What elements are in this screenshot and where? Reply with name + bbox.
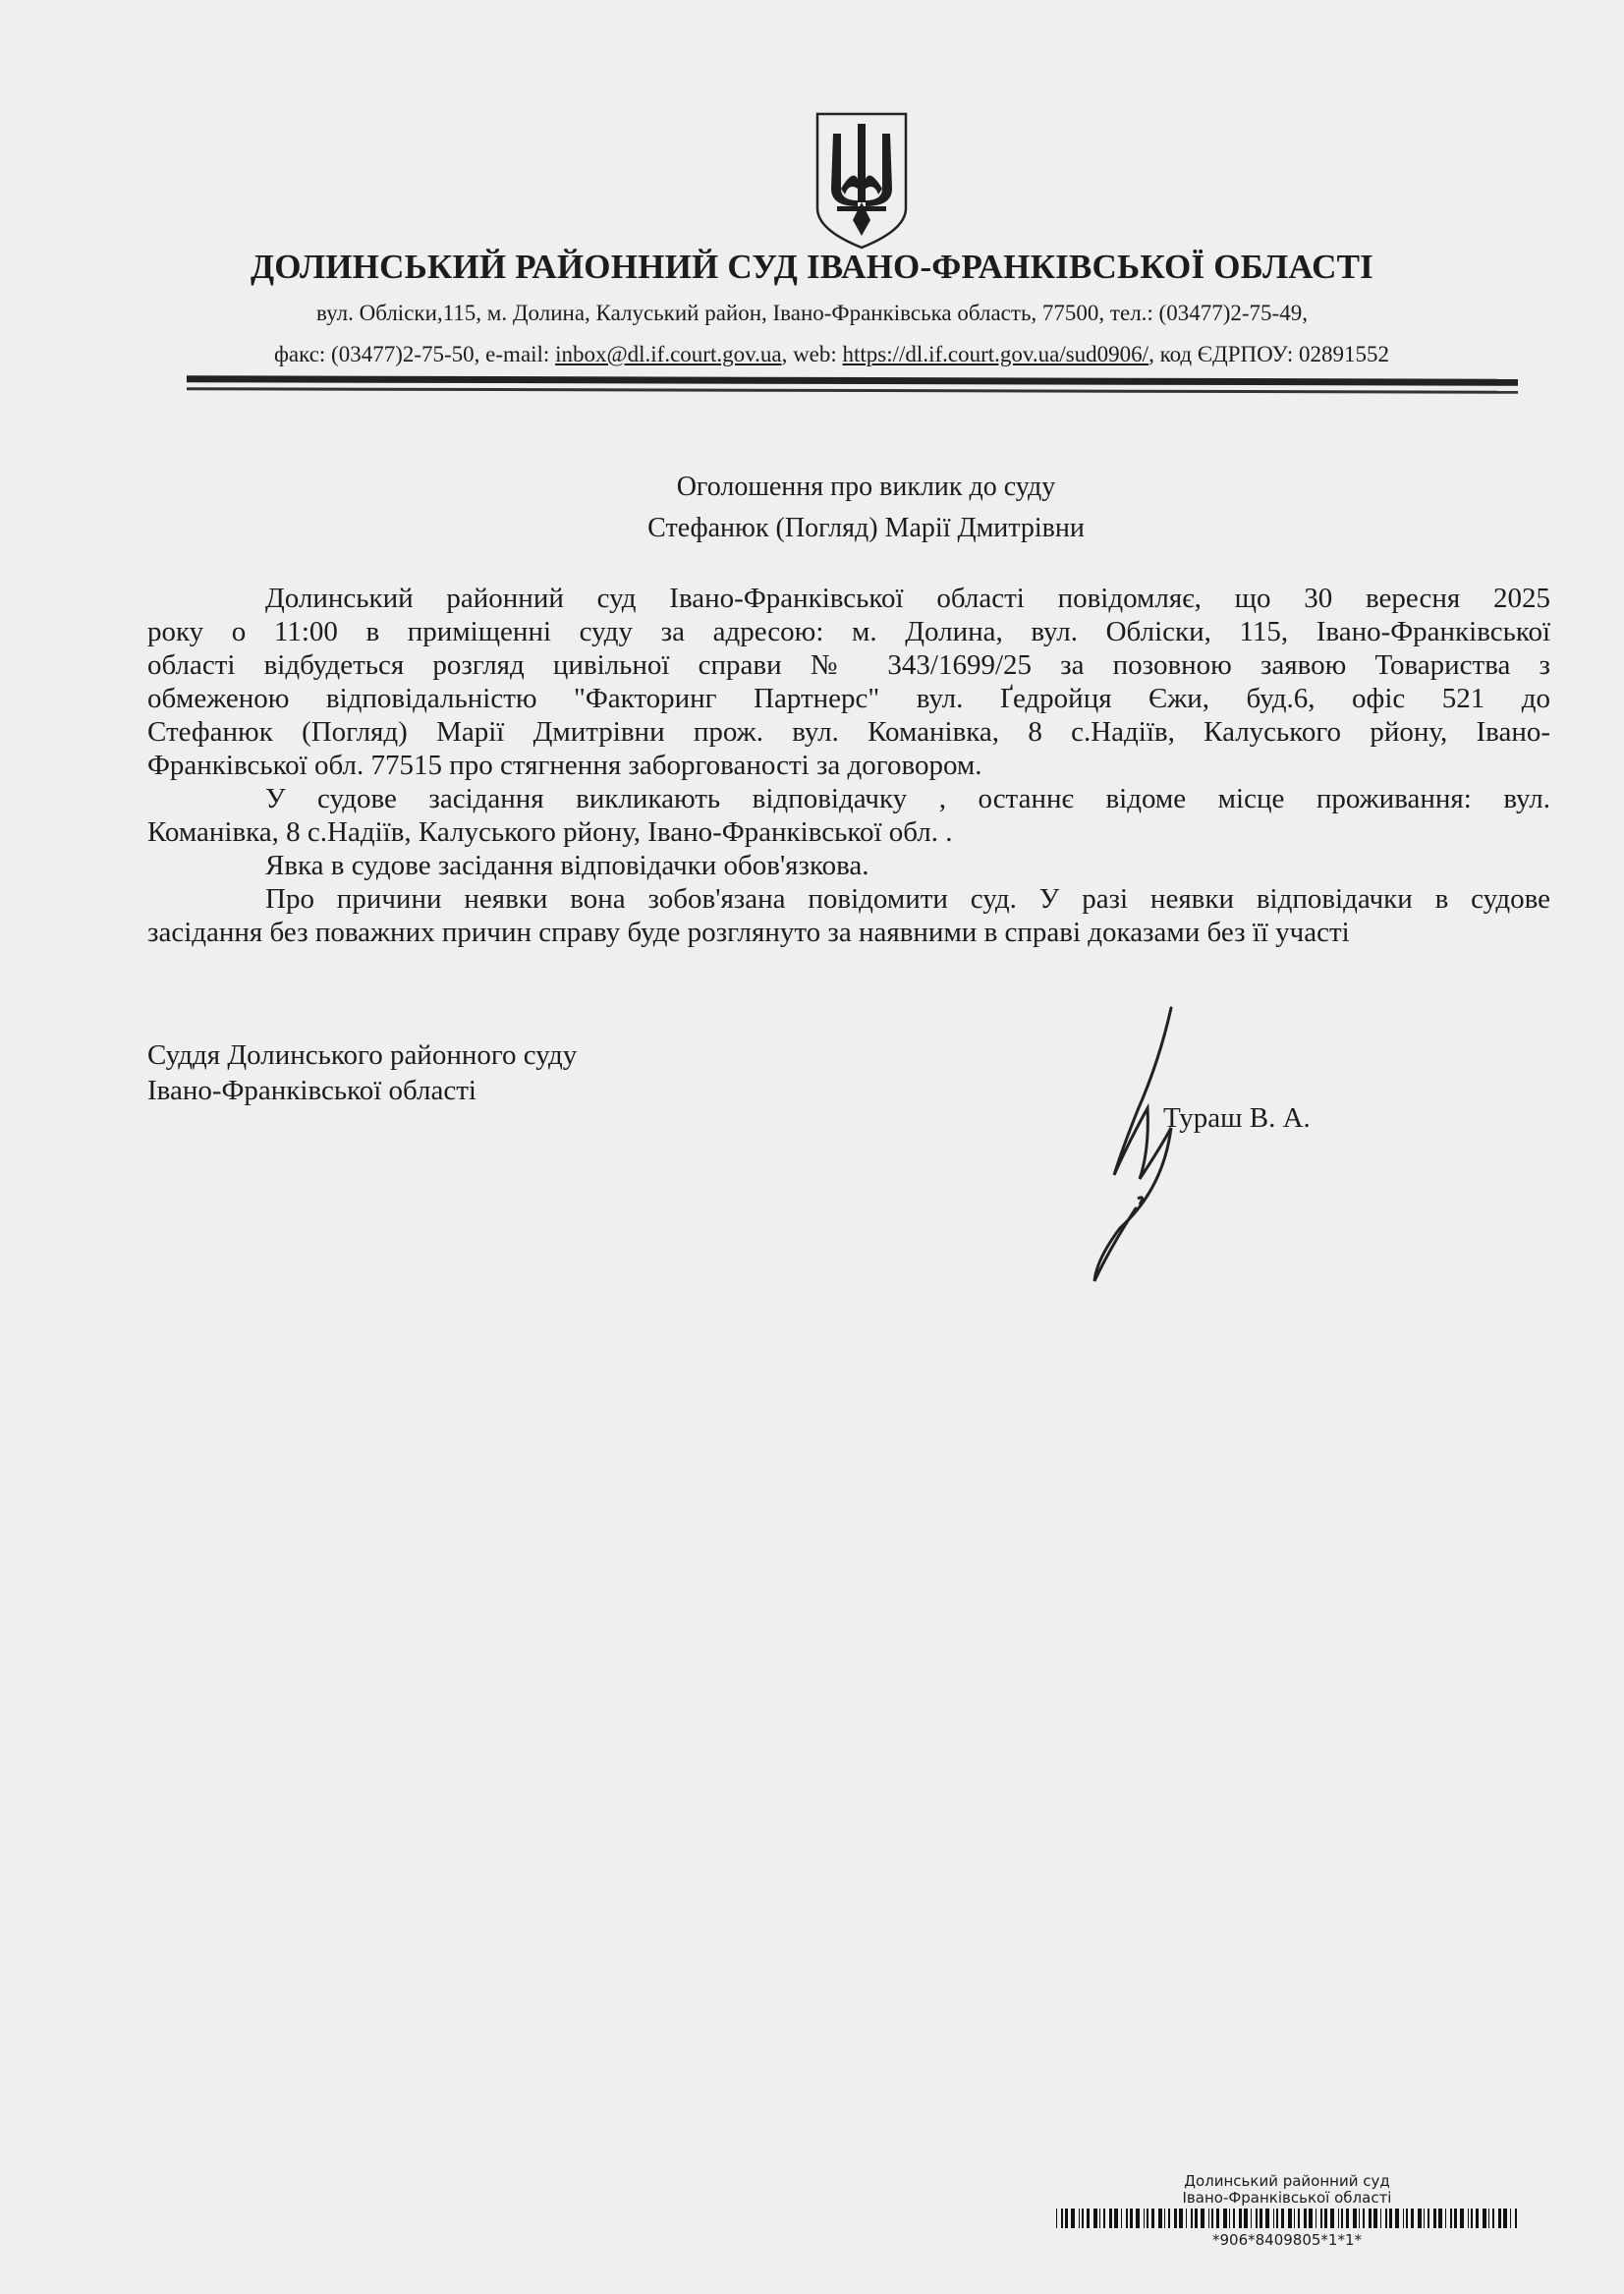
barcode bbox=[1056, 2209, 1518, 2228]
barcode-bar bbox=[1168, 2209, 1170, 2228]
barcode-bar bbox=[1503, 2209, 1507, 2228]
barcode-bar bbox=[1136, 2209, 1140, 2228]
barcode-bar bbox=[1056, 2209, 1057, 2228]
barcode-bar bbox=[1281, 2209, 1284, 2228]
barcode-bar bbox=[1359, 2209, 1360, 2228]
barcode-bar bbox=[1071, 2209, 1075, 2228]
notice-paragraph bbox=[147, 782, 1550, 849]
stamp-line1: Долинський районний суд bbox=[1184, 2172, 1390, 2190]
barcode-bar bbox=[1186, 2209, 1187, 2228]
barcode-bar bbox=[1338, 2209, 1339, 2228]
judge-position bbox=[147, 1037, 577, 1108]
paragraph-line: року о 11:00 в приміщенні суду за адресою: м. Долина, вул. Обліски, 115, Івано-Франківської bbox=[147, 616, 1550, 647]
barcode-bar bbox=[1164, 2209, 1165, 2228]
barcode-bar bbox=[1304, 2209, 1307, 2228]
barcode-bar bbox=[1087, 2209, 1090, 2228]
barcode-bar bbox=[1121, 2209, 1122, 2228]
notice-title: Оголошення про виклик до суду bbox=[676, 472, 1056, 502]
barcode-bar bbox=[1346, 2209, 1349, 2228]
barcode-bar bbox=[1158, 2209, 1162, 2228]
barcode-bar bbox=[1103, 2209, 1105, 2228]
barcode-bar bbox=[1216, 2209, 1219, 2228]
barcode-bar bbox=[1179, 2209, 1183, 2228]
court-name-heading: ДОЛИНСЬКИЙ РАЙОННИЙ СУД ІВАНО-ФРАНКІВСЬКОЇ ОБЛАСТІ bbox=[251, 248, 1373, 286]
barcode-bar bbox=[1093, 2209, 1097, 2228]
barcode-bar bbox=[1265, 2209, 1269, 2228]
barcode-bar bbox=[1294, 2209, 1295, 2228]
barcode-bar bbox=[1406, 2209, 1408, 2228]
barcode-bar bbox=[1324, 2209, 1327, 2228]
barcode-bar bbox=[1309, 2209, 1313, 2228]
barcode-bar bbox=[1114, 2209, 1118, 2228]
barcode-bar bbox=[1488, 2209, 1489, 2228]
barcode-bar bbox=[1395, 2209, 1399, 2228]
notice-addressee: Стефанюк (Погляд) Марії Дмитрівни bbox=[647, 513, 1085, 543]
barcode-bar bbox=[1428, 2209, 1429, 2228]
barcode-bar bbox=[1191, 2209, 1193, 2228]
header-divider-thick bbox=[187, 375, 1518, 386]
registry-stamp bbox=[1051, 2173, 1523, 2249]
barcode-bar bbox=[1082, 2209, 1084, 2228]
barcode-bar bbox=[1244, 2209, 1248, 2228]
web-label: , web: bbox=[781, 342, 843, 366]
barcode-bar bbox=[1276, 2209, 1278, 2228]
barcode-bar bbox=[1211, 2209, 1213, 2228]
header-divider-thin bbox=[187, 387, 1518, 394]
barcode-bar bbox=[1109, 2209, 1112, 2228]
barcode-bar bbox=[1380, 2209, 1381, 2228]
barcode-bar bbox=[1385, 2209, 1387, 2228]
barcode-bar bbox=[1450, 2209, 1452, 2228]
notice-paragraph bbox=[147, 582, 1550, 782]
barcode-bar bbox=[1126, 2209, 1128, 2228]
paragraph-line: Франківської обл. 77515 про стягнення заборгованості за договором. bbox=[147, 750, 982, 781]
barcode-bar bbox=[1483, 2209, 1486, 2228]
paragraph-line: Долинський районний суд Івано-Франківської області повідомляє, що 30 вересня 2025 bbox=[265, 583, 1550, 614]
barcode-bar bbox=[1298, 2209, 1300, 2228]
barcode-bar bbox=[1369, 2209, 1372, 2228]
paragraph-line: засідання без поважних причин справу буде розглянуто за наявними в справі доказами без її участі bbox=[147, 917, 1350, 948]
barcode-bar bbox=[1174, 2209, 1177, 2228]
barcode-bar bbox=[1239, 2209, 1242, 2228]
barcode-bar bbox=[1151, 2209, 1154, 2228]
barcode-bar bbox=[1223, 2209, 1227, 2228]
judge-position-line2: Івано-Франківської області bbox=[147, 1075, 476, 1106]
barcode-bar bbox=[1515, 2209, 1517, 2228]
barcode-bar bbox=[1445, 2209, 1446, 2228]
paragraph-line: У судове засідання викликають відповідачку , останнє відоме місце проживання: вул. bbox=[265, 783, 1550, 814]
barcode-bar bbox=[1208, 2209, 1209, 2228]
barcode-bar bbox=[1260, 2209, 1262, 2228]
barcode-bar bbox=[1320, 2209, 1322, 2228]
barcode-bar bbox=[1471, 2209, 1473, 2228]
judge-position-line1: Суддя Долинського районного суду bbox=[147, 1039, 578, 1071]
barcode-bar bbox=[1498, 2209, 1501, 2228]
fax-label: факс: (03477)2-75-50, e-mail: bbox=[273, 342, 556, 366]
barcode-bar bbox=[1256, 2209, 1258, 2228]
judge-name: Тураш В. А. bbox=[1163, 1102, 1311, 1134]
barcode-bar bbox=[1065, 2209, 1068, 2228]
stamp-line2: Івано-Франківської області bbox=[1182, 2189, 1392, 2207]
barcode-bar bbox=[1273, 2209, 1274, 2228]
notice-paragraph bbox=[147, 882, 1550, 949]
barcode-bar bbox=[1454, 2209, 1457, 2228]
notice-body bbox=[147, 582, 1550, 949]
notice-paragraph bbox=[147, 849, 1550, 882]
barcode-bar bbox=[1353, 2209, 1357, 2228]
barcode-bar bbox=[1195, 2209, 1198, 2228]
barcode-bar bbox=[1438, 2209, 1442, 2228]
barcode-bar bbox=[1510, 2209, 1511, 2228]
barcode-bar bbox=[1144, 2209, 1145, 2228]
paragraph-line: Явка в судове засідання відповідачки обов'язкова. bbox=[265, 850, 869, 881]
email-link[interactable]: inbox@dl.if.court.gov.ua bbox=[555, 342, 782, 366]
barcode-bar bbox=[1492, 2209, 1494, 2228]
paragraph-line: області відбудеться розгляд цивільної справи № 343/1699/25 за позовною заявою Товариства з bbox=[147, 649, 1550, 681]
barcode-number: *906*8409805*1*1* bbox=[1211, 2231, 1363, 2249]
barcode-bar bbox=[1373, 2209, 1377, 2228]
barcode-bar bbox=[1251, 2209, 1252, 2228]
barcode-bar bbox=[1341, 2209, 1343, 2228]
barcode-bar bbox=[1424, 2209, 1425, 2228]
barcode-bar bbox=[1201, 2209, 1204, 2228]
barcode-bar bbox=[1099, 2209, 1100, 2228]
coat-of-arms-icon bbox=[813, 110, 910, 250]
barcode-bar bbox=[1433, 2209, 1436, 2228]
paragraph-line: Про причини неявки вона зобов'язана повідомити суд. У разі неявки відповідачки в судове bbox=[265, 883, 1550, 915]
barcode-bar bbox=[1288, 2209, 1292, 2228]
paragraph-line: Команівка, 8 с.Надіїв, Калуського рйону, Івано-Франківської обл. . bbox=[147, 816, 953, 848]
barcode-bar bbox=[1233, 2209, 1235, 2228]
edrpou-code: , код ЄДРПОУ: 02891552 bbox=[1148, 342, 1390, 366]
barcode-bar bbox=[1229, 2209, 1230, 2228]
barcode-bar bbox=[1418, 2209, 1422, 2228]
barcode-bar bbox=[1079, 2209, 1080, 2228]
barcode-bar bbox=[1061, 2209, 1063, 2228]
website-link[interactable]: https://dl.if.court.gov.ua/sud0906/ bbox=[842, 342, 1149, 366]
barcode-bar bbox=[1130, 2209, 1133, 2228]
handwritten-signature bbox=[1061, 1002, 1218, 1287]
barcode-bar bbox=[1468, 2209, 1469, 2228]
court-contacts bbox=[0, 342, 1624, 367]
barcode-bar bbox=[1460, 2209, 1464, 2228]
barcode-bar bbox=[1363, 2209, 1365, 2228]
court-address: вул. Обліски,115, м. Долина, Калуський район, Івано-Франківська область, 77500, тел.: (03477)2-75-49, bbox=[316, 301, 1308, 325]
barcode-bar bbox=[1330, 2209, 1334, 2228]
barcode-bar bbox=[1389, 2209, 1392, 2228]
barcode-bar bbox=[1476, 2209, 1479, 2228]
barcode-bar bbox=[1147, 2209, 1148, 2228]
paragraph-line: Стефанюк (Погляд) Марії Дмитрівни прож. вул. Команівка, 8 с.Надіїв, Калуського рйону, Івано- bbox=[147, 716, 1550, 748]
paragraph-line: обмеженою відповідальністю "Факторинг Партнерс" вул. Ґедройця Єжи, буд.6, офіс 521 до bbox=[147, 683, 1550, 714]
barcode-bar bbox=[1411, 2209, 1414, 2228]
barcode-bar bbox=[1403, 2209, 1404, 2228]
